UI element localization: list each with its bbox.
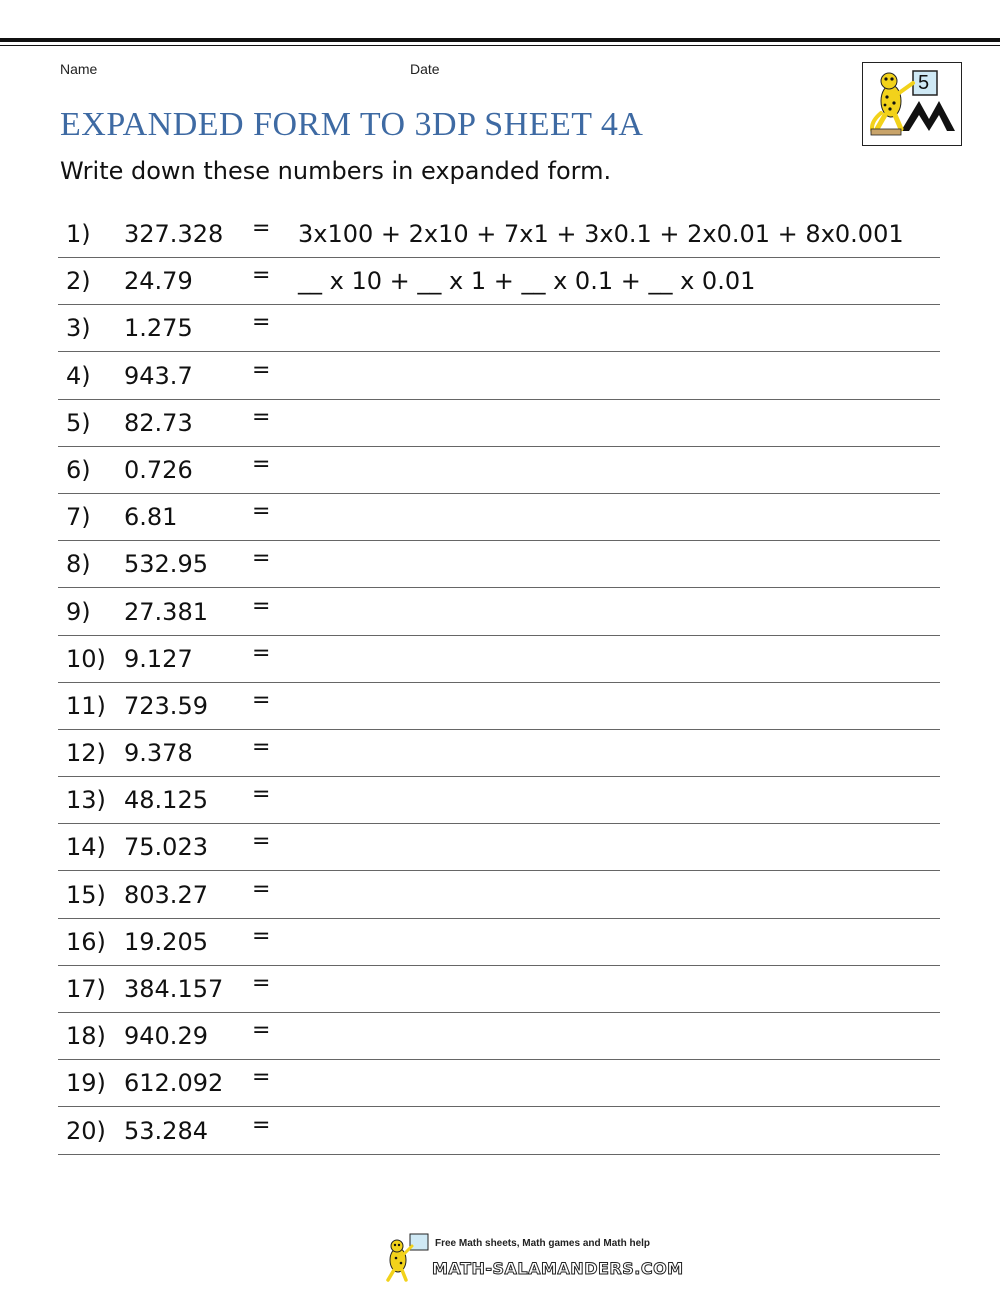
date-label: Date (410, 61, 440, 77)
question-row (58, 920, 940, 966)
question-number: 5) (66, 408, 91, 437)
question-number: 19) (66, 1069, 106, 1098)
question-value: 27.381 (124, 597, 208, 626)
question-value: 75.023 (124, 833, 208, 862)
question-row (58, 212, 940, 258)
equals-sign: = (252, 216, 271, 241)
question-row (58, 495, 940, 541)
footer-site-link[interactable]: MATH-SALAMANDERS.COM (432, 1259, 684, 1278)
equals-sign: = (252, 687, 271, 713)
top-rule-thin (0, 45, 1000, 46)
question-row (58, 542, 940, 588)
footer-tagline: Free Math sheets, Math games and Math help (435, 1238, 651, 1249)
question-value: 53.284 (124, 1116, 208, 1145)
top-rule (0, 38, 1000, 42)
question-number: 12) (66, 739, 106, 768)
equals-sign: = (252, 782, 271, 808)
question-value: 9.378 (124, 739, 193, 768)
question-row (58, 259, 940, 305)
answer-field[interactable]: __ x 10 + __ x 1 + __ x 0.1 + __ x 0.01 (298, 267, 756, 296)
question-row (58, 731, 940, 777)
grade-logo (862, 62, 962, 146)
question-row (58, 306, 940, 352)
question-row (58, 401, 940, 447)
question-row (58, 873, 940, 919)
question-number: 8) (66, 550, 91, 579)
question-value: 943.7 (124, 361, 193, 390)
grade-number: 5 (918, 72, 930, 94)
equals-sign: = (252, 735, 271, 761)
question-value: 940.29 (124, 1022, 208, 1051)
question-row (58, 1061, 940, 1107)
question-value: 384.157 (124, 975, 224, 1003)
question-number: 3) (66, 314, 91, 343)
question-number: 9) (66, 597, 91, 626)
question-number: 4) (66, 361, 91, 390)
question-value: 612.092 (124, 1069, 224, 1098)
question-row (58, 967, 940, 1013)
question-row (58, 825, 940, 871)
question-number: 10) (66, 644, 106, 673)
question-value: 532.95 (124, 550, 208, 579)
equals-sign: = (252, 357, 271, 383)
question-number: 13) (66, 786, 106, 815)
question-value: 82.73 (124, 408, 193, 437)
question-row (58, 448, 940, 494)
question-value: 19.205 (124, 927, 208, 956)
question-value: 327.328 (124, 220, 224, 248)
question-number: 16) (66, 927, 106, 956)
question-number: 1) (66, 220, 91, 248)
question-number: 18) (66, 1022, 106, 1051)
answer-field[interactable]: 3x100 + 2x10 + 7x1 + 3x0.1 + 2x0.01 + 8x0.001 (298, 220, 904, 248)
salamander-logo-icon (863, 63, 960, 144)
equals-sign: = (252, 923, 271, 949)
question-number: 11) (66, 691, 106, 720)
question-row (58, 354, 940, 400)
equals-sign: = (252, 876, 271, 902)
question-row (58, 1014, 940, 1060)
question-value: 6.81 (124, 503, 178, 532)
equals-sign: = (252, 971, 271, 996)
equals-sign: = (252, 546, 271, 572)
question-number: 20) (66, 1116, 106, 1145)
equals-sign: = (252, 404, 271, 430)
equals-sign: = (252, 1065, 271, 1091)
equals-sign: = (252, 1112, 271, 1138)
equals-sign: = (252, 451, 271, 477)
page-title: EXPANDED FORM TO 3DP SHEET 4A (60, 106, 644, 143)
question-number: 17) (66, 975, 106, 1003)
question-list (58, 212, 940, 1156)
equals-sign: = (252, 593, 271, 619)
equals-sign: = (252, 829, 271, 855)
question-row (58, 590, 940, 636)
question-row (58, 778, 940, 824)
question-value: 0.726 (124, 455, 193, 484)
question-number: 14) (66, 833, 106, 862)
question-value: 9.127 (124, 644, 193, 673)
question-row (58, 637, 940, 683)
name-label: Name (60, 61, 98, 77)
question-value: 1.275 (124, 314, 193, 343)
equals-sign: = (252, 499, 271, 525)
equals-sign: = (252, 310, 271, 336)
question-value: 803.27 (124, 880, 208, 909)
equals-sign: = (252, 640, 271, 666)
equals-sign: = (252, 1018, 271, 1044)
question-number: 15) (66, 880, 106, 909)
question-value: 24.79 (124, 267, 193, 296)
question-number: 7) (66, 503, 91, 532)
question-number: 6) (66, 455, 91, 484)
instructions: Write down these numbers in expanded form. (60, 157, 612, 185)
question-value: 723.59 (124, 691, 208, 720)
question-row (58, 1109, 940, 1155)
question-value: 48.125 (124, 786, 208, 815)
question-row (58, 684, 940, 730)
footer-salamander-icon (380, 1232, 432, 1282)
question-number: 2) (66, 267, 91, 296)
equals-sign: = (252, 263, 271, 289)
